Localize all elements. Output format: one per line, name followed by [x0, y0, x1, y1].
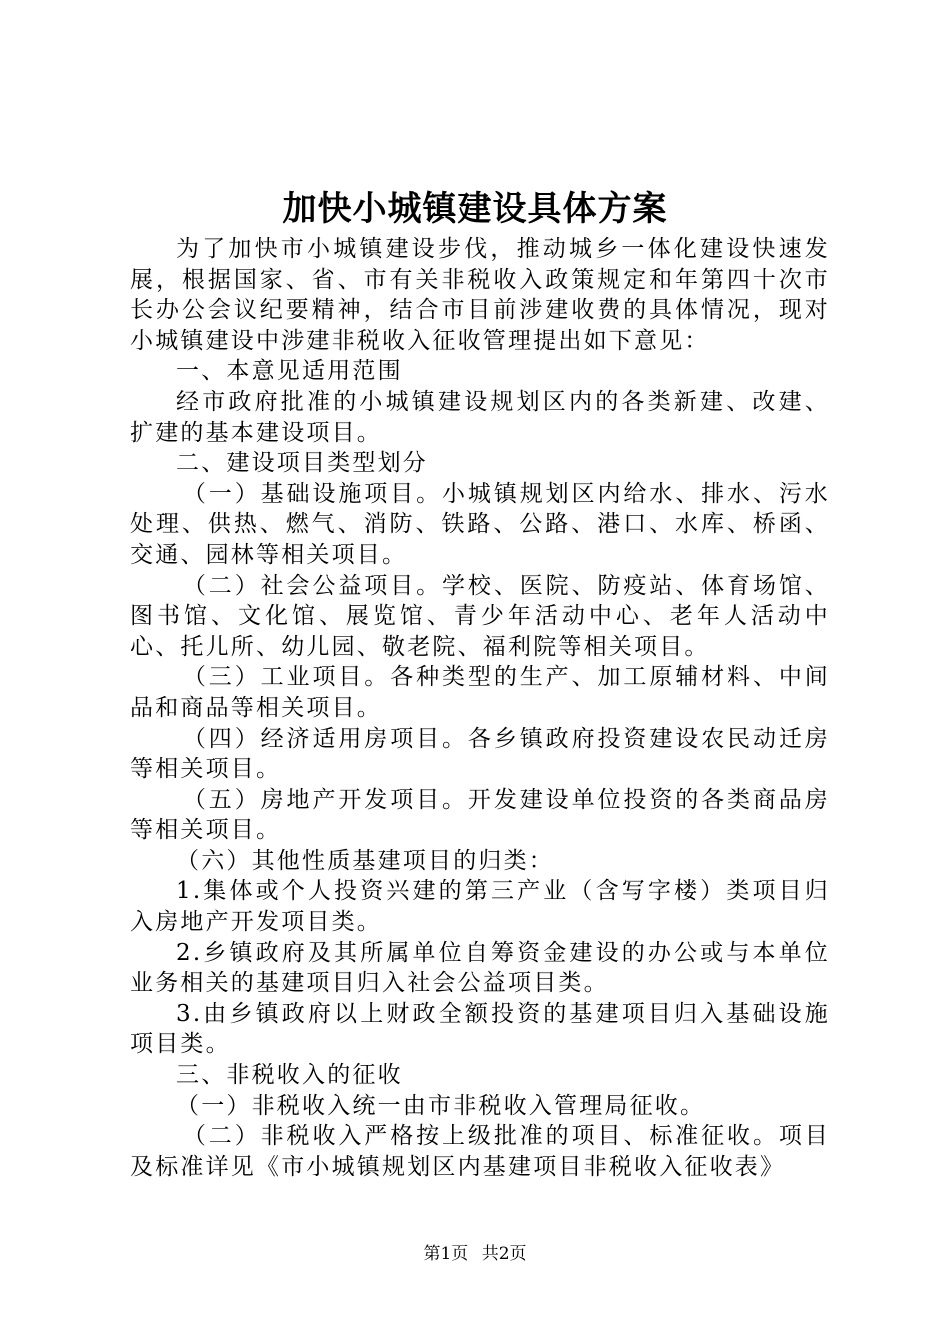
paragraph-item-2: （二）社会公益项目。学校、医院、防疫站、体育场馆、图书馆、文化馆、展览馆、青少年活动中心、老年人活动中心、托儿所、幼儿园、敬老院、福利院等相关项目。: [130, 572, 830, 660]
document-title: 加快小城镇建设具体方案: [282, 189, 668, 229]
paragraph-collection-1: （一）非税收入统一由市非税收入管理局征收。: [176, 1092, 706, 1119]
document-body: [130, 234, 830, 1182]
paragraph-item-1: （一）基础设施项目。小城镇规划区内给水、排水、污水处理、供热、燃气、消防、铁路、公路、港口、水库、桥函、交通、园林等相关项目。: [130, 480, 830, 568]
paragraph-item-3: （三）工业项目。各种类型的生产、加工原辅材料、中间品和商品等相关项目。: [130, 664, 830, 721]
page-footer: [0, 1242, 950, 1266]
paragraph-subitem-1: 1.集体或个人投资兴建的第三产业（含写字楼）类项目归入房地产开发项目类。: [130, 878, 830, 936]
paragraph-item-6: （六）其他性质基建项目的归类：: [176, 847, 554, 874]
page-number: 第1页: [423, 1244, 469, 1264]
paragraph-item-5: （五）房地产开发项目。开发建设单位投资的各类商品房等相关项目。: [130, 786, 830, 844]
paragraph-scope: 经市政府批准的小城镇建设规划区内的各类新建、改建、扩建的基本建设项目。: [130, 388, 830, 446]
paragraph-subitem-2: 2.乡镇政府及其所属单位自筹资金建设的办公或与本单位业务相关的基建项目归入社会公益项目类。: [130, 939, 830, 997]
paragraph-collection-2: （二）非税收入严格按上级批准的项目、标准征收。项目及标准详见《市小城镇规划区内基建项目非税收入征收表》: [130, 1123, 830, 1180]
section-heading-2: 二、建设项目类型划分: [176, 450, 428, 477]
paragraph-item-4: （四）经济适用房项目。各乡镇政府投资建设农民动迁房等相关项目。: [130, 725, 830, 783]
section-heading-3: 三、非税收入的征收: [176, 1062, 403, 1089]
section-heading-1: 一、本意见适用范围: [176, 358, 403, 385]
page-total: 共2页: [481, 1244, 527, 1264]
paragraph-subitem-3: 3.由乡镇政府以上财政全额投资的基建项目归入基础设施项目类。: [130, 1000, 830, 1058]
paragraph-intro: 为了加快市小城镇建设步伐，推动城乡一体化建设快速发展，根据国家、省、市有关非税收入政策规定和年第四十次市长办公会议纪要精神，结合市目前涉建收费的具体情况，现对小城镇建设中涉建非税收入征收管理提出如下意见：: [130, 236, 830, 354]
